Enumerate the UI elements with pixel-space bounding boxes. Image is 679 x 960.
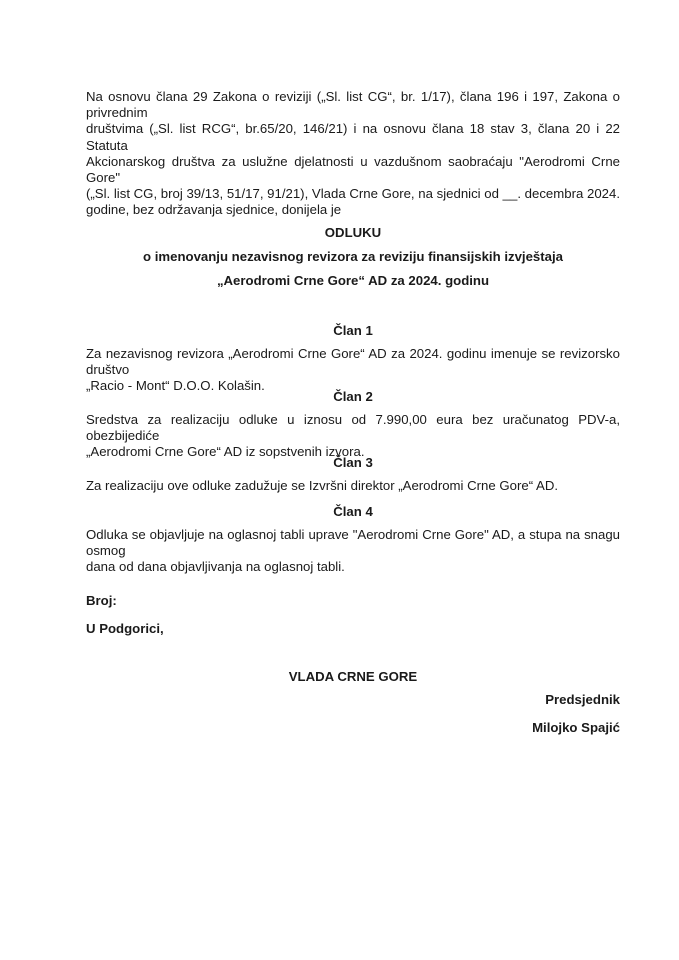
article-line: „Aerodromi Crne Gore“ AD iz sopstvenih izvora.: [86, 444, 365, 460]
article-line: Sredstva za realizaciju odluke u iznosu od 7.990,00 eura bez uračunatog PDV-a, obezbijediće: [86, 412, 620, 444]
article-4-body: [86, 527, 620, 576]
preamble-line: („Sl. list CG, broj 39/13, 51/17, 91/21), Vlada Crne Gore, na sjednici od __. decembra 2024.: [86, 186, 620, 202]
preamble-line: godine, bez održavanja sjednice, donijela je: [86, 202, 342, 218]
article-line: Odluka se objavljuje na oglasnoj tabli uprave "Aerodromi Crne Gore" AD, a stupa na snagu osmog: [86, 527, 620, 559]
article-2-body: [86, 412, 620, 461]
article-line: Za nezavisnog revizora „Aerodromi Crne Gore“ AD za 2024. godinu imenuje se revizorsko društvo: [86, 346, 620, 378]
signatory-title: Predsjednik: [545, 692, 620, 707]
article-line: „Racio - Mont“ D.O.O. Kolašin.: [86, 378, 265, 394]
decision-subtitle-line2: „Aerodromi Crne Gore“ AD za 2024. godinu: [216, 273, 490, 288]
preamble: [86, 89, 620, 219]
preamble-line: Na osnovu člana 29 Zakona o reviziji („Sl. list CG“, br. 1/17), člana 196 i 197, Zakona o privrednim: [86, 89, 620, 121]
article-1-label: Član 1: [333, 323, 373, 338]
number-label: Broj:: [86, 593, 117, 608]
article-2-label: Član 2: [333, 389, 373, 404]
preamble-line: Akcionarskog društva za uslužne djelatnosti u vazdušnom saobraćaju "Aerodromi Crne Gore": [86, 153, 620, 186]
article-3-label: Član 3: [333, 455, 373, 470]
article-line: Za realizaciju ove odluke zadužuje se Izvršni direktor „Aerodromi Crne Gore“ AD.: [86, 478, 559, 493]
article-3-body: [86, 478, 620, 494]
government-name: VLADA CRNE GORE: [288, 669, 418, 684]
decision-title: ODLUKU: [324, 225, 382, 240]
decision-subtitle-line1: o imenovanju nezavisnog revizora za reviziju finansijskih izvještaja: [143, 249, 563, 264]
article-line: dana od dana objavljivanja na oglasnoj tabli.: [86, 559, 345, 575]
signatory-name: Milojko Spajić: [532, 720, 620, 735]
article-4-label: Član 4: [333, 504, 373, 519]
place-label: U Podgorici,: [86, 621, 164, 636]
preamble-line: društvima („Sl. list RCG“, br.65/20, 146/21) i na osnovu člana 18 stav 3, člana 20 i 22 Statuta: [86, 121, 620, 153]
article-1-body: [86, 346, 620, 395]
